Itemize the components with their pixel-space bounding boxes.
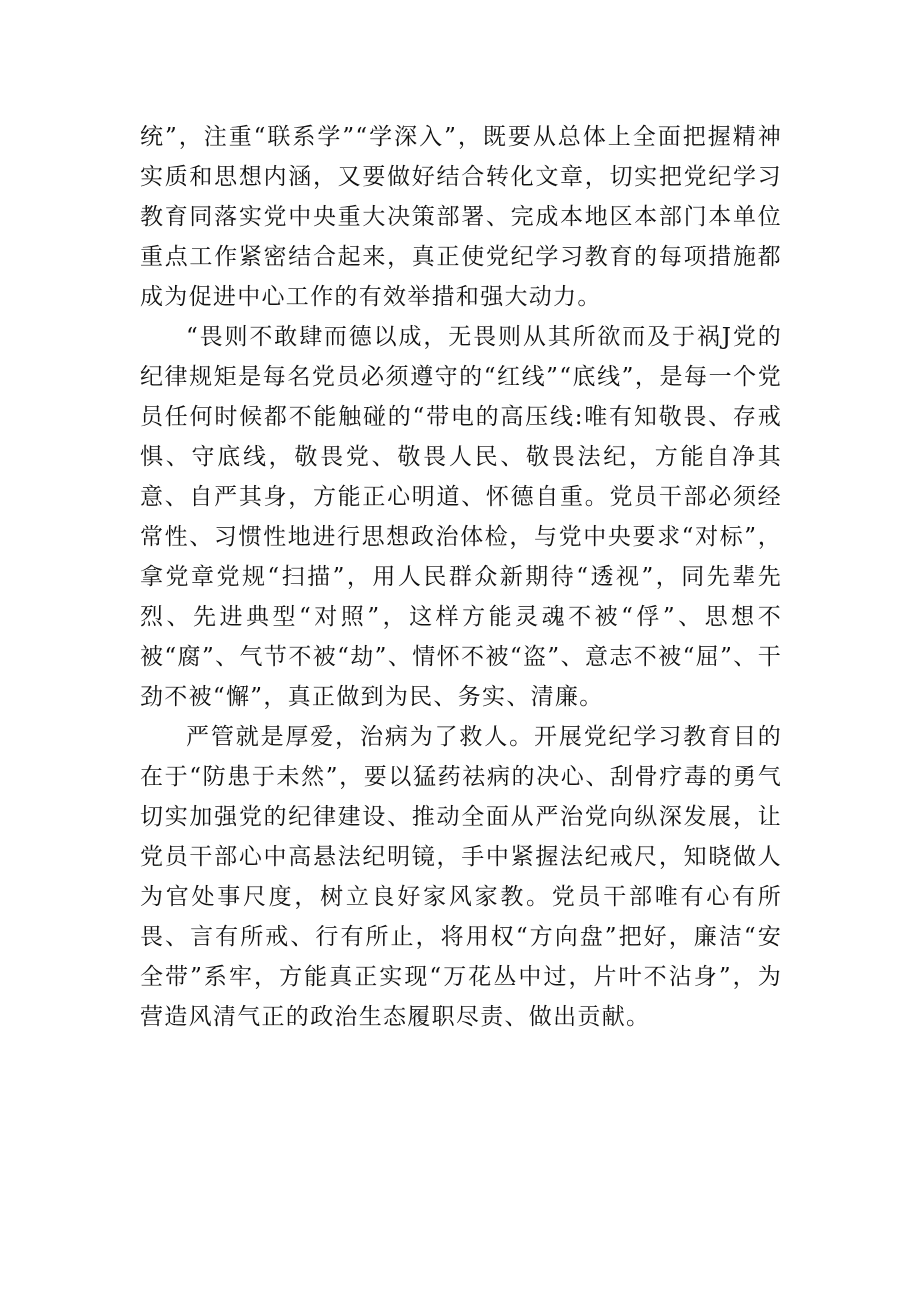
- paragraph-discipline-awe: “畏则不敢肆而德以成，无畏则从其所欲而及于祸J党的纪律规矩是每名党员必须遵守的“红线”“底线”，是每一个党员任何时候都不能触碰的“带电的高压线:唯有知敬畏、存戒惧、守底线，敬畏党、敬畏人民、敬畏法纪，方能自净其意、自严其身，方能正心明道、怀德自重。党员干部必须经常性、习惯性地进行思想政治体检，与党中央要求“对标”，拿党章党规“扫描”，用人民群众新期待“透视”，同先辈先烈、先进典型“对照”，这样方能灵魂不被“俘”、思想不被“腐”、气节不被“劫”、情怀不被“盗”、意志不被“屈”、干劲不被“懈”，真正做到为民、务实、清廉。: [140, 324, 782, 710]
- paragraph-strict-management: 严管就是厚爱，治病为了救人。开展党纪学习教育目的在于“防患于未然”，要以猛药祛病的决心、刮骨疗毒的勇气切实加强党的纪律建设、推动全面从严治党向纵深发展，让党员干部心中高悬法纪明镜，手中紧握法纪戒尺，知晓做人为官处事尺度，树立良好家风家教。党员干部唯有心有所畏、言有所戒、行有所止，将用权“方向盘”把好，廉洁“安全带”系牢，方能真正实现“万花丛中过，片叶不沾身”，为营造风清气正的政治生态履职尽责、做出贡献。: [140, 724, 782, 1030]
- document-body: [140, 117, 782, 1037]
- paragraph-continuation: 统”，注重“联系学”“学深入”，既要从总体上全面把握精神实质和思想内涵，又要做好结合转化文章，切实把党纪学习教育同落实党中央重大决策部署、完成本地区本部门本单位重点工作紧密结合起来，真正使党纪学习教育的每项措施都成为促进中心工作的有效举措和强大动力。: [140, 124, 782, 310]
